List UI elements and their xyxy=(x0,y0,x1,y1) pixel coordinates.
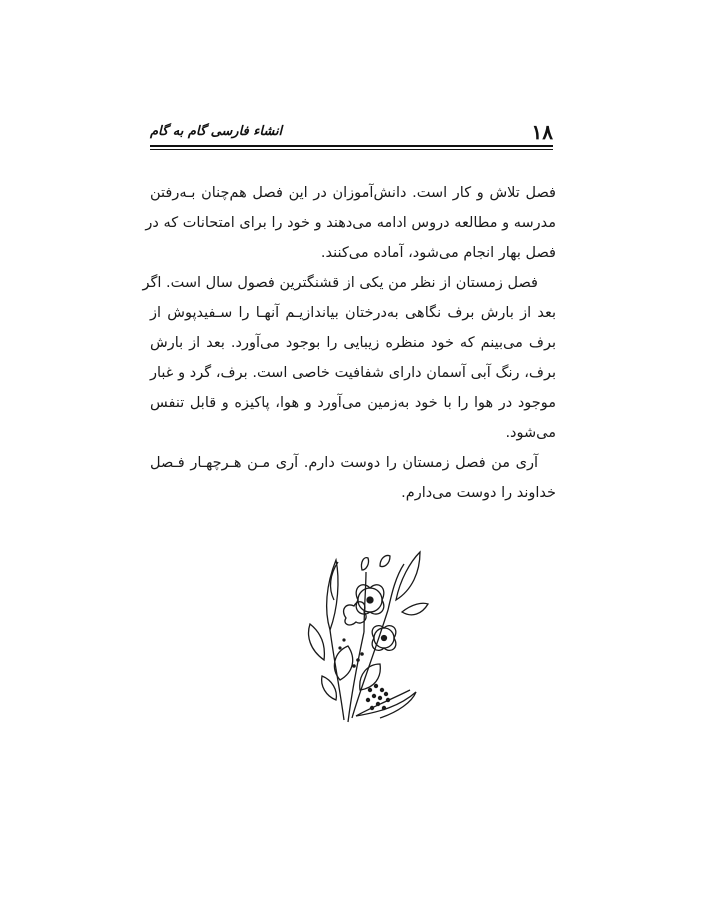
text-line: فصل بهار انجام می‌شود، آماده می‌کنند. xyxy=(320,245,556,261)
paragraph-3 xyxy=(150,448,556,508)
body-text xyxy=(142,178,556,508)
text-line: خداوند را دوست می‌دارم. xyxy=(401,485,556,501)
running-title: انشاء فارسی گام به گام xyxy=(150,124,283,139)
text-line: می‌شود. xyxy=(505,425,556,441)
text-line: آری من فصل زمستان را دوست دارم. آری مـن هـرچهـار فـصل xyxy=(150,455,538,471)
text-line: برف می‌بینم که خود منظره زیبایی را بوجود می‌آورد. بعد از بارش xyxy=(150,335,556,351)
text-line: برف، رنگ آبی آسمان دارای شفافیت خاصی است. برف، گرد و غبار xyxy=(150,365,556,381)
flower-bouquet-icon xyxy=(300,540,430,730)
paragraph-1 xyxy=(145,178,556,268)
text-line: موجود در هوا را با خود به‌زمین می‌آورد و هوا، پاکیزه و قابل تنفس xyxy=(150,395,556,411)
page-header xyxy=(150,120,553,142)
header-rule-thick xyxy=(150,145,553,147)
text-line: فصل زمستان از نظر من یکی از قشنگترین فصول سال است. اگر xyxy=(142,275,538,291)
page-number: ۱۸ xyxy=(531,120,553,144)
text-line: فصل تلاش و کار است. دانش‌آموزان در این فصل هم‌چنان بـه‌رفتن xyxy=(150,185,556,201)
paragraph-2 xyxy=(142,268,556,448)
text-line: بعد از بارش برف نگاهی به‌درختان بیاندازیـم آنهـا را سـفیدپوش از xyxy=(150,305,556,321)
text-line: مدرسه و مطالعه دروس ادامه می‌دهند و خود را برای امتحانات که در xyxy=(145,215,556,231)
header-rule-thin xyxy=(150,149,553,150)
